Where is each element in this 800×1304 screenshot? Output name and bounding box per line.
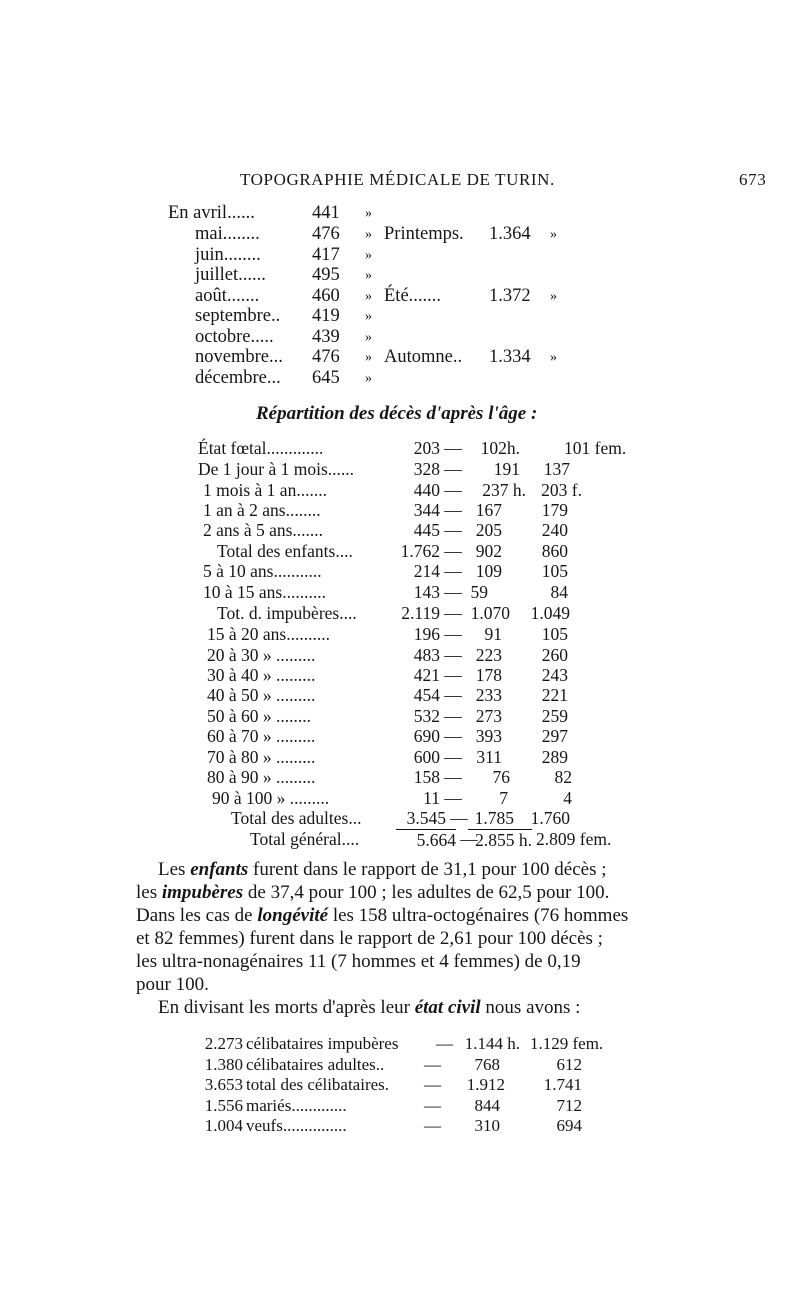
month-name: octobre.....	[195, 327, 274, 347]
ditto-mark: »	[365, 350, 372, 365]
text-run: nous avons :	[480, 997, 581, 1018]
month-name: décembre...	[195, 368, 281, 388]
civil-women: 1.129 fem.	[530, 1034, 604, 1053]
age-men: 205	[475, 520, 502, 540]
age-total: 440	[413, 480, 440, 500]
age-dash: —	[444, 726, 462, 746]
age-women: 137	[543, 459, 570, 479]
month-name: juillet......	[195, 265, 266, 285]
paragraph-line: et 82 femmes) furent dans le rapport de 2,61 pour 100 décès ;	[136, 928, 603, 949]
body-paragraph	[136, 858, 641, 996]
age-label: 1 mois à 1 an.......	[203, 480, 327, 500]
month-value: 495	[312, 265, 340, 285]
age-dash: —	[444, 438, 462, 458]
age-label: Total des enfants....	[217, 541, 353, 561]
ditto-mark: »	[365, 309, 372, 324]
civil-label: mariés.............	[246, 1096, 347, 1115]
age-men: 1.070	[470, 603, 510, 623]
age-total: 532	[413, 706, 440, 726]
age-women: 84	[550, 582, 568, 602]
age-dash: —	[444, 685, 462, 705]
civil-dash: —	[424, 1096, 441, 1115]
age-total: 214	[413, 561, 440, 581]
age-dash: —	[444, 767, 462, 787]
emphasis: impubères	[161, 882, 244, 903]
age-total: 2.119	[401, 603, 440, 623]
age-women: 260	[541, 645, 568, 665]
civil-women: 612	[556, 1055, 582, 1074]
age-dash: —	[444, 500, 462, 520]
age-dash: —	[450, 808, 468, 828]
age-dash: —	[444, 788, 462, 808]
age-men: 102h.	[480, 438, 520, 458]
age-total: 454	[413, 685, 440, 705]
month-name: En avril......	[168, 203, 255, 223]
text-run: En divisant les morts d'après leur	[158, 997, 415, 1018]
age-men: 178	[475, 665, 502, 685]
age-total: 421	[413, 665, 440, 685]
age-label: 30 à 40 » .........	[207, 665, 316, 685]
paragraph-line	[136, 858, 641, 881]
age-dash: —	[460, 829, 478, 849]
age-dash: —	[444, 603, 462, 623]
age-women: 289	[541, 747, 568, 767]
age-label: 40 à 50 » .........	[207, 685, 316, 705]
age-label: 10 à 15 ans..........	[203, 582, 326, 602]
age-men: 109	[475, 561, 502, 581]
civil-women: 1.741	[543, 1075, 582, 1094]
age-dash: —	[444, 520, 462, 540]
civil-count: 3.653	[204, 1075, 243, 1094]
month-value: 439	[312, 327, 340, 347]
month-value: 417	[312, 245, 340, 265]
age-label: Total des adultes...	[231, 808, 362, 828]
age-label: De 1 jour à 1 mois......	[198, 459, 355, 479]
age-dash: —	[444, 706, 462, 726]
month-name: septembre..	[195, 306, 281, 326]
age-total: 5.664	[396, 829, 456, 850]
paragraph-line	[136, 881, 641, 904]
civil-men: 1.912	[466, 1075, 505, 1094]
civil-men: 1.144 h.	[464, 1034, 520, 1053]
ditto-mark: »	[365, 206, 372, 221]
civil-count: 2.273	[204, 1034, 243, 1053]
age-men: 91	[484, 624, 502, 644]
age-total: 3.545	[406, 808, 446, 828]
age-men: 1.785	[474, 808, 514, 828]
age-total: 1.762	[400, 541, 440, 561]
civil-label: total des célibataires.	[246, 1075, 390, 1094]
age-men: 167	[475, 500, 502, 520]
age-men: 59	[470, 582, 488, 602]
age-women: 860	[541, 541, 568, 561]
ditto-mark: »	[365, 330, 372, 345]
age-label: 2 ans à 5 ans.......	[203, 520, 324, 540]
text-run: Dans les cas de	[136, 905, 258, 926]
age-women: 179	[541, 500, 568, 520]
age-total: 143	[413, 582, 440, 602]
running-header-title: TOPOGRAPHIE MÉDICALE DE TURIN.	[240, 170, 555, 189]
age-label: 60 à 70 » .........	[207, 726, 316, 746]
age-total: 328	[413, 459, 440, 479]
ditto-mark: »	[365, 248, 372, 263]
civil-dash: —	[424, 1075, 441, 1094]
age-total: 445	[413, 520, 440, 540]
month-name: août.......	[195, 286, 260, 306]
emphasis: état civil	[414, 997, 481, 1018]
month-value: 645	[312, 368, 340, 388]
season-value: 1.364	[489, 224, 531, 244]
month-value: 476	[312, 224, 340, 244]
civil-men: 310	[474, 1116, 500, 1135]
age-women: 259	[541, 706, 568, 726]
age-women: 240	[541, 520, 568, 540]
ditto-mark: »	[365, 289, 372, 304]
age-dash: —	[444, 665, 462, 685]
paragraph-line: pour 100.	[136, 974, 209, 995]
age-total: 690	[413, 726, 440, 746]
civil-count: 1.380	[204, 1055, 243, 1074]
age-label: 5 à 10 ans...........	[203, 561, 322, 581]
age-women: 105	[541, 561, 568, 581]
age-women: 203 f.	[541, 480, 582, 500]
age-men: 273	[475, 706, 502, 726]
text-run: de 37,4 pour 100 ; les adultes de 62,5 pour 100.	[243, 882, 610, 903]
age-total: 203	[413, 438, 440, 458]
emphasis: longévité	[257, 905, 329, 926]
text-run: furent dans le rapport de 31,1 pour 100 décès ;	[248, 859, 607, 880]
age-label: 90 à 100 » .........	[212, 788, 330, 808]
civil-label: célibataires impubères	[246, 1034, 399, 1053]
ditto-mark: »	[365, 268, 372, 283]
ditto-mark: »	[365, 371, 372, 386]
month-value: 441	[312, 203, 340, 223]
text-run: Les	[158, 859, 191, 880]
civil-dash: —	[424, 1116, 441, 1135]
civil-men: 768	[474, 1055, 500, 1074]
season-name: Printemps.	[384, 224, 464, 244]
age-men: 233	[475, 685, 502, 705]
age-total: 196	[413, 624, 440, 644]
age-men: 76	[492, 767, 510, 787]
age-women: 1.760	[530, 808, 570, 828]
civil-count: 1.556	[204, 1096, 243, 1115]
month-name: mai........	[195, 224, 260, 244]
age-total: 483	[413, 645, 440, 665]
age-women: 243	[541, 665, 568, 685]
age-dash: —	[444, 582, 462, 602]
age-label: 20 à 30 » .........	[207, 645, 316, 665]
season-name: Été.......	[384, 286, 442, 306]
civil-count: 1.004	[204, 1116, 243, 1135]
age-label: 70 à 80 » .........	[207, 747, 316, 767]
age-dash: —	[444, 480, 462, 500]
age-women: 4	[563, 788, 572, 808]
age-total: 344	[413, 500, 440, 520]
age-dash: —	[444, 624, 462, 644]
civil-men: 844	[474, 1096, 500, 1115]
emphasis: enfants	[190, 859, 249, 880]
season-value: 1.334	[489, 347, 531, 367]
paragraph-line	[136, 996, 641, 1019]
age-men: 2.855 h.	[468, 829, 532, 850]
civil-label: célibataires adultes..	[246, 1055, 385, 1074]
age-men: 393	[475, 726, 502, 746]
age-dash: —	[444, 561, 462, 581]
age-women: 105	[541, 624, 568, 644]
age-label: 80 à 90 » .........	[207, 767, 316, 787]
age-total: 158	[413, 767, 440, 787]
civil-women: 694	[556, 1116, 582, 1135]
text-run: les 158 ultra-octogénaires (76 hommes	[328, 905, 629, 926]
text-run: les	[136, 882, 162, 903]
age-total: 11	[423, 788, 440, 808]
age-dash: —	[444, 645, 462, 665]
age-dash: —	[444, 541, 462, 561]
age-label: Tot. d. impubères....	[217, 603, 357, 623]
age-label: 50 à 60 » ........	[207, 706, 312, 726]
civil-dash: —	[436, 1034, 453, 1053]
age-men: 902	[475, 541, 502, 561]
section-subtitle: Répartition des décès d'après l'âge :	[256, 403, 538, 424]
age-total: 600	[413, 747, 440, 767]
civil-women: 712	[556, 1096, 582, 1115]
age-women: 297	[541, 726, 568, 746]
age-men: 311	[476, 747, 502, 767]
month-value: 419	[312, 306, 340, 326]
age-women: 1.049	[530, 603, 570, 623]
body-paragraph	[136, 996, 641, 1019]
month-name: novembre...	[195, 347, 283, 367]
ditto-mark: »	[550, 350, 557, 365]
paragraph-line	[136, 904, 641, 927]
month-value: 460	[312, 286, 340, 306]
ditto-mark: »	[550, 289, 557, 304]
paragraph-line: les ultra-nonagénaires 11 (7 hommes et 4 femmes) de 0,19	[136, 951, 581, 972]
month-value: 476	[312, 347, 340, 367]
age-label: 1 an à 2 ans........	[203, 500, 321, 520]
civil-dash: —	[424, 1055, 441, 1074]
ditto-mark: »	[365, 227, 372, 242]
season-value: 1.372	[489, 286, 531, 306]
age-women: 2.809 fem.	[536, 829, 612, 849]
age-women: 101 fem.	[564, 438, 627, 458]
month-name: juin........	[195, 245, 261, 265]
age-men: 237 h.	[482, 480, 526, 500]
civil-label: veufs...............	[246, 1116, 347, 1135]
age-men: 191	[493, 459, 520, 479]
age-men: 223	[475, 645, 502, 665]
season-name: Automne..	[384, 347, 463, 367]
age-women: 221	[541, 685, 568, 705]
age-women: 82	[554, 767, 572, 787]
ditto-mark: »	[550, 227, 557, 242]
age-label: Total général....	[250, 829, 360, 849]
age-dash: —	[444, 459, 462, 479]
page-number: 673	[739, 170, 767, 189]
age-men: 7	[499, 788, 508, 808]
age-label: État fœtal.............	[198, 438, 324, 458]
age-dash: —	[444, 747, 462, 767]
age-label: 15 à 20 ans..........	[207, 624, 330, 644]
